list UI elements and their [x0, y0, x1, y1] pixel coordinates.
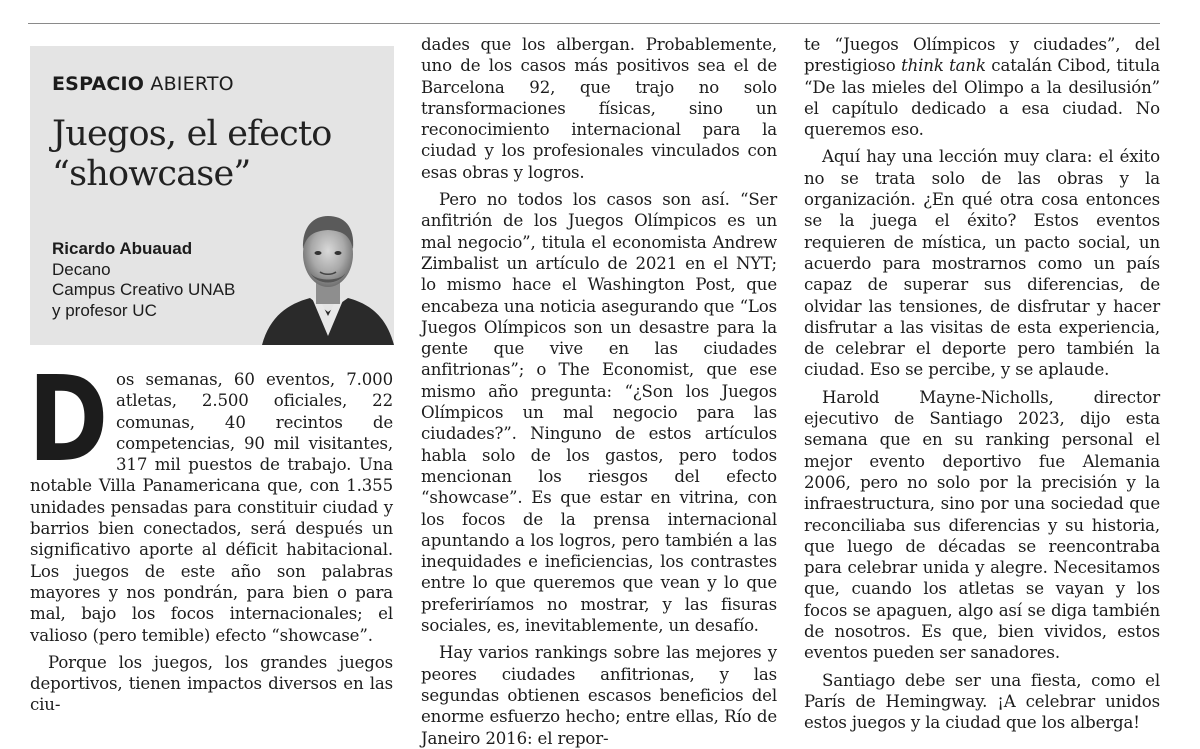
author-portrait: [262, 204, 394, 345]
paragraph-4-start: [421, 642, 777, 748]
paragraph-3: Pero no todos los casos son así. “Ser anfitrión de los Juegos Olímpicos es un mal negocio”, titula el economista Andrew Zimbalist un artículo de 2021 en el NYT; lo mismo hace el Washington Post, que encabeza una noticia asegurando que “Los Juegos Olímpicos son un desastre para la gente que vive en las ciudades anfitrionas”; o The Economist, que ese mismo año pregunta: “¿Son los Juegos Olímpicos un mal negocio para las ciudades?”. Ninguno de estos artículos habla solo de los gastos, pero todos mencionan los riesgos del efecto “showcase”. Es que estar en vitrina, con los focos de la prensa internacional apuntando a los logros, pero también a las inequidades e ineficiencias, los contrastes entre lo que queremos que vean y lo que preferiríamos no mostrar, y las fisuras sociales, es, inevitablemente, un desafío.: [421, 190, 777, 636]
paragraph-4-text: Hay varios rankings sobre las mejores y peores ciudades anfitrionas, y las segundas obtienen escasos beneficios del enorme esfuerzo hecho; entre ellas, Río de Janeiro 2016: el repor-: [421, 643, 777, 748]
text-column-1: [28, 350, 393, 716]
paragraph-2-continued-text: dades que los albergan. Probablemente, uno de los casos más positivos sea el de Barcelona 92, que trajo no solo transformaciones físicas, sino un reconocimiento internacional para la ciudad y los profesionales vinculados con esas obras y logros.: [421, 35, 777, 182]
section-label-regular: ABIERTO: [150, 73, 234, 95]
paragraph-4-cont: [804, 34, 1160, 140]
paragraph-1-text: os semanas, 60 eventos, 7.000 atletas, 2.500 oficiales, 22 comunas, 40 recintos de competencias, 90 mil visitantes, 317 mil puestos de trabajo. Una notable Villa Panamericana que, con 1.355 unidades pensadas para constituir ciudad y barrios bien conectados, será después un significativo aporte al déficit habitacional. Los juegos de este año son palabras mayores y nos pondrán, para bien o para mal, bajo los focos internacionales; el valioso (pero temible) efecto “showcase”.: [30, 370, 393, 645]
column-header-box: [30, 46, 394, 345]
author-name: Ricardo Abuauad: [52, 239, 193, 258]
section-label-bold: ESPACIO: [52, 73, 145, 95]
paragraph-2-start: [30, 652, 393, 716]
paragraph-5: Aquí hay una lección muy clara: el éxito no se trata solo de las obras y la organización. ¿En qué otra cosa entonces se la juega el éxito? Estos eventos requieren de mística, un pacto social, un acuerdo para mostrarnos como un país capaz de superar sus diferencias, de olvidar las tensiones, de disfrutar y hacer disfrutar a las visitas de esta experiencia, de celebrar el deporte pero también la ciudad. Eso se percibe, y se aplaude.: [804, 147, 1160, 380]
text-column-2: [421, 34, 777, 749]
paragraph-4-emphasis: think tank: [901, 56, 986, 76]
section-label: [52, 73, 234, 95]
text-column-3: [804, 34, 1160, 734]
headline-line-2: “showcase”: [52, 154, 251, 194]
author-role-1: Decano: [52, 259, 111, 279]
author-role-3: y profesor UC: [52, 300, 157, 320]
paragraph-1: [28, 350, 393, 646]
headline-line-1: Juegos, el efecto: [52, 114, 332, 154]
paragraph-2-cont: [421, 34, 777, 183]
paragraph-4-end-text: catalán Cibod, titula “De las mieles del Olimpo a la desilusión” el capítulo dedicado a esa ciudad. No queremos eso.: [804, 56, 1160, 140]
paragraph-7: Santiago debe ser una fiesta, como el París de Hemingway. ¡A celebrar unidos estos juegos y la ciudad que los alberga!: [804, 670, 1160, 733]
paragraph-6: Harold Mayne-Nicholls, director ejecutivo de Santiago 2023, dijo esta semana que en su ranking personal el mejor evento deportivo fue Alemania 2006, pero no solo por la precisión y la infraestructura, sino por una sociedad que reconciliaba sus diferencias y su historia, que luego de décadas se reencontraba para celebrar unida y alegre. Necesitamos que, cuando los atletas se vayan y los focos se apaguen, algo así se diga también de nosotros. Es que, bien vividos, estos eventos pueden ser sanadores.: [804, 387, 1160, 663]
author-role-2: Campus Creativo UNAB: [52, 280, 236, 299]
top-rule: [28, 23, 1160, 24]
author-block: [52, 239, 235, 321]
paragraph-4-continued-text: te “Juegos Olímpicos y ciudades”, del prestigioso: [804, 35, 1160, 76]
drop-cap: D: [28, 350, 109, 488]
headline: [52, 114, 372, 194]
paragraph-2-text: Porque los juegos, los grandes juegos deportivos, tienen impactos diversos en las ciu-: [30, 652, 393, 715]
